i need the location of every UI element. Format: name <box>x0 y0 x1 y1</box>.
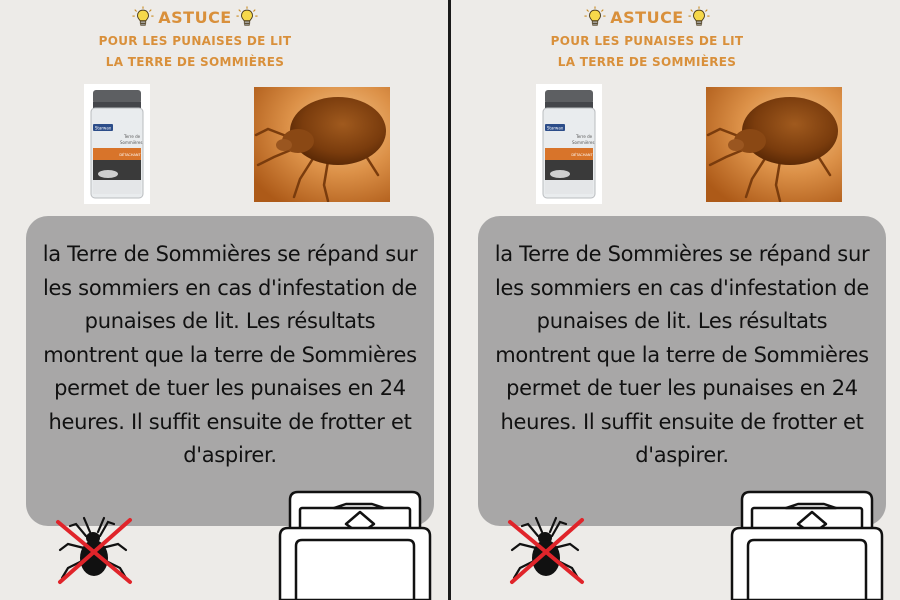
no-bug-icon <box>52 514 136 588</box>
product-name-1: Terre de <box>576 134 593 139</box>
product-brand: Starwax <box>94 125 112 131</box>
subtitle-2: LA TERRE DE SOMMIÈRES <box>105 55 285 69</box>
product-jar-image <box>536 84 602 204</box>
info-textbox <box>478 216 886 526</box>
product-band: DÉTACHANT <box>119 153 141 157</box>
lightbulb-icon <box>132 6 154 28</box>
info-text: la Terre de Sommières se répand sur les sommiers en cas d'infestation de punaises de lit. Les résultats montrent que la terre de Sommières permet de tuer les punaises en 24 heures. Il suffit ensuite de frotter et d'aspirer. <box>494 242 870 467</box>
bed-icon <box>728 490 886 600</box>
lightbulb-icon <box>236 6 258 28</box>
no-bug-icon <box>504 514 588 588</box>
subtitle-1: POUR LES PUNAISES DE LIT <box>550 34 744 48</box>
product-name-2: Sommières <box>120 140 143 145</box>
subtitle-2: LA TERRE DE SOMMIÈRES <box>557 55 737 69</box>
title-row <box>452 6 842 28</box>
subtitle-1: POUR LES PUNAISES DE LIT <box>98 34 292 48</box>
product-jar-image <box>84 84 150 204</box>
bedbug-photo <box>706 87 842 202</box>
product-name-1: Terre de <box>124 134 141 139</box>
title: ASTUCE <box>158 7 232 27</box>
title-row <box>0 6 390 28</box>
info-textbox <box>26 216 434 526</box>
title: ASTUCE <box>610 7 684 27</box>
product-band: DÉTACHANT <box>571 153 593 157</box>
lightbulb-icon <box>688 6 710 28</box>
bed-icon <box>276 490 434 600</box>
lightbulb-icon <box>584 6 606 28</box>
bedbug-photo <box>254 87 390 202</box>
product-brand: Starwax <box>546 125 564 131</box>
product-name-2: Sommières <box>572 140 595 145</box>
panel-divider <box>448 0 451 600</box>
tip-panel-right <box>452 0 900 600</box>
info-text: la Terre de Sommières se répand sur les sommiers en cas d'infestation de punaises de lit. Les résultats montrent que la terre de Sommières permet de tuer les punaises en 24 heures. Il suffit ensuite de frotter et d'aspirer. <box>42 242 418 467</box>
tip-panel-left <box>0 0 448 600</box>
